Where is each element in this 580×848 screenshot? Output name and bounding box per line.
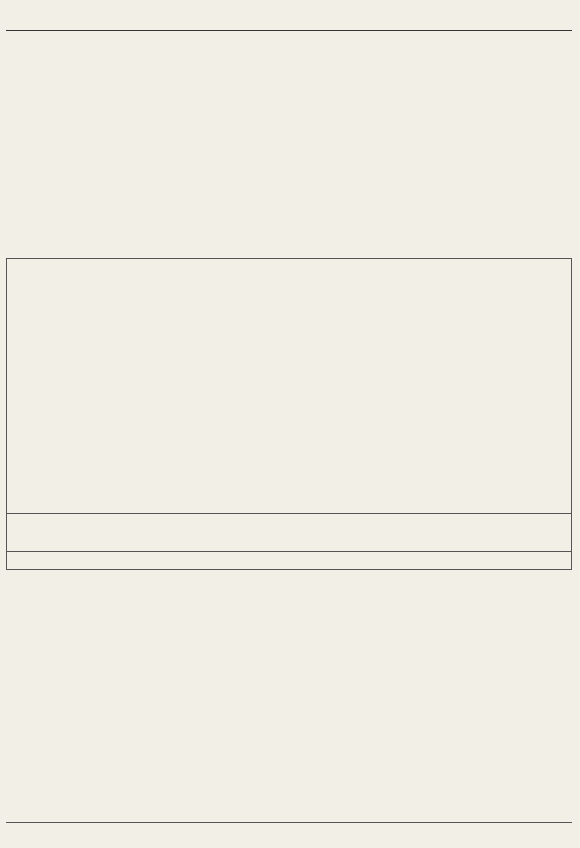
time-limit: [6, 552, 572, 570]
requirement-text: [6, 514, 572, 552]
header-divider: [6, 30, 572, 31]
footer-divider: [6, 822, 572, 823]
case-summary-box: [6, 258, 572, 514]
